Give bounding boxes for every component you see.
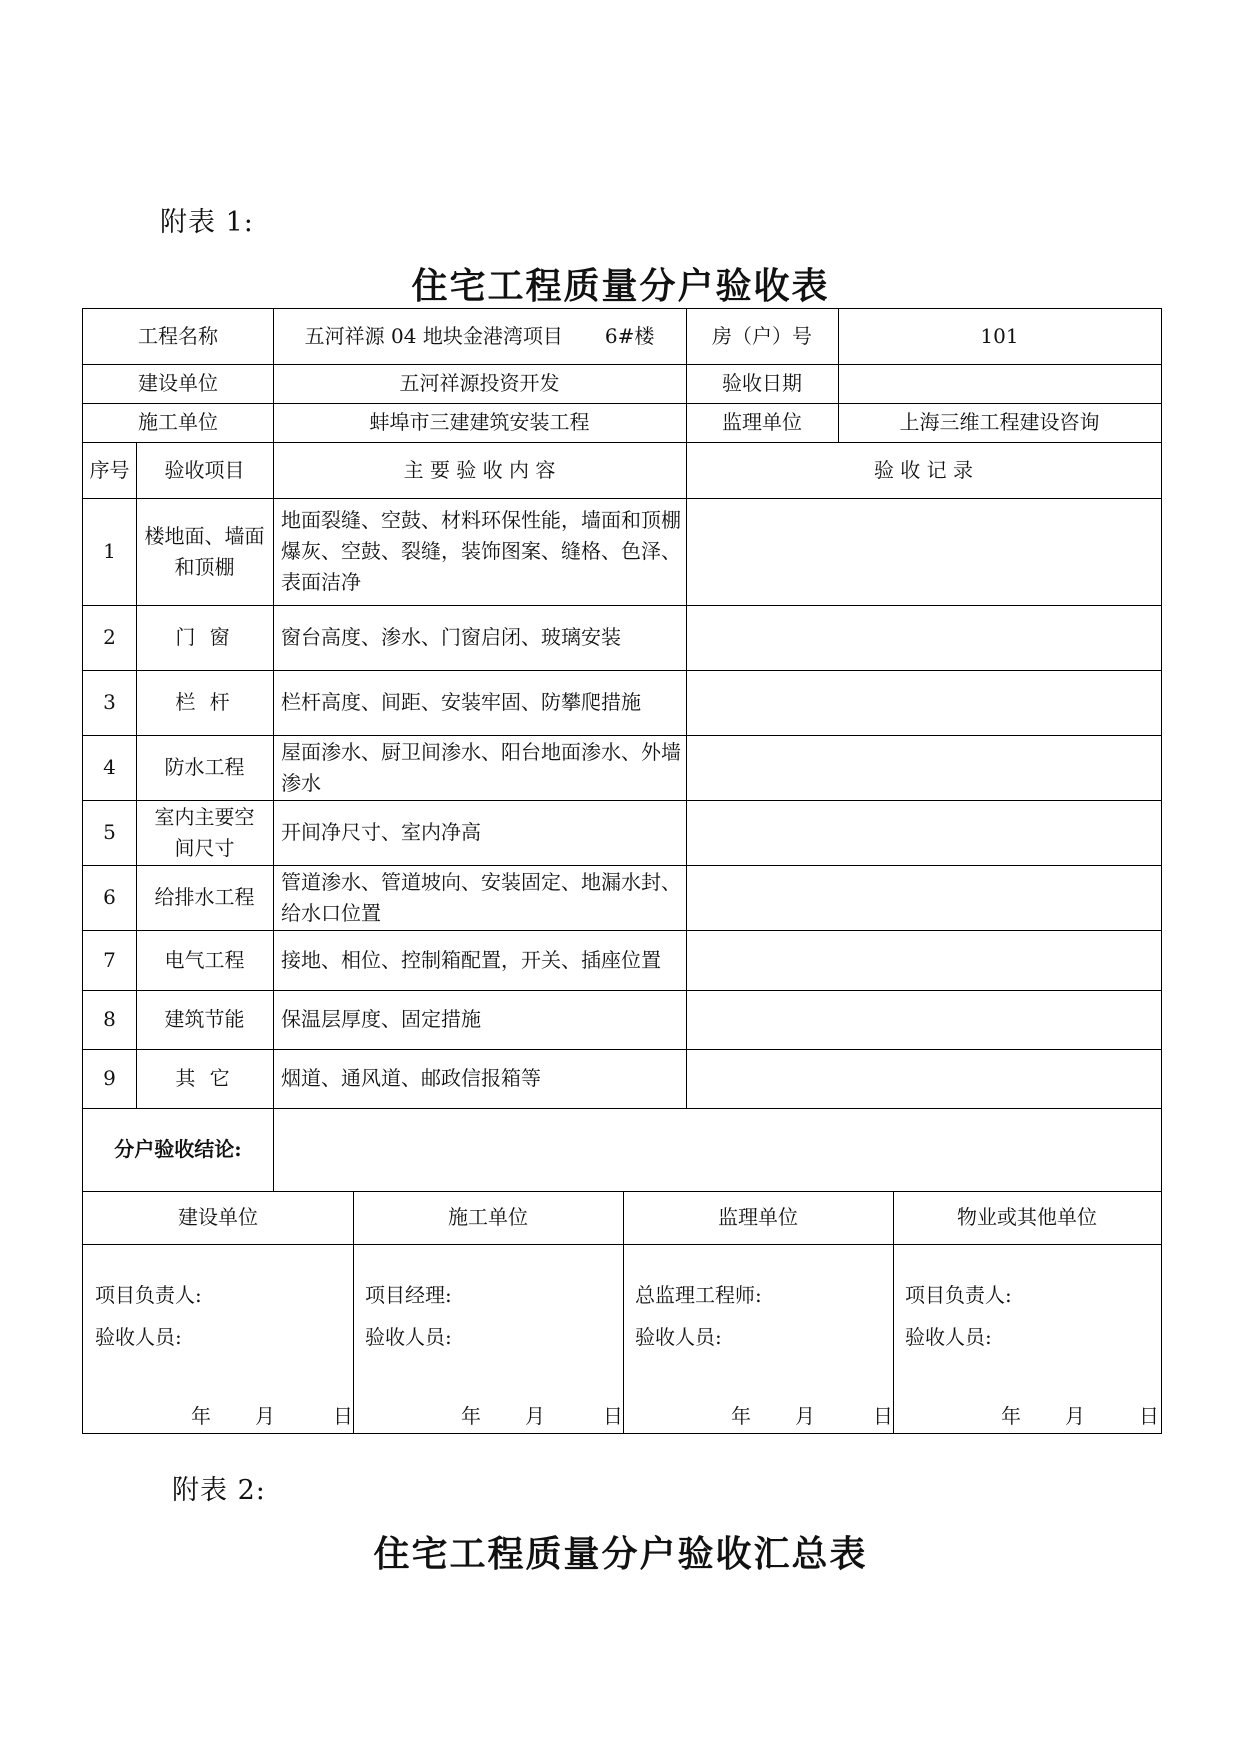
row-8-record xyxy=(686,990,1161,1049)
row-3-no: 3 xyxy=(103,690,116,714)
sig-builder-year: 年 xyxy=(191,1404,211,1428)
sig-unit-supervisor: 监理单位 xyxy=(718,1205,798,1229)
row-6-no: 6 xyxy=(103,885,116,909)
sig-contractor-month: 月 xyxy=(525,1404,545,1428)
sig-contractor-line2: 验收人员: xyxy=(365,1325,452,1349)
sig-builder-month: 月 xyxy=(255,1404,275,1428)
row-7-record xyxy=(686,930,1161,990)
row-1-record xyxy=(686,498,1161,605)
row-3-content: 栏杆高度、间距、安装牢固、防攀爬措施 xyxy=(281,690,641,714)
room-number-value: 101 xyxy=(980,324,1019,348)
col-header-content: 主 要 验 收 内 容 xyxy=(403,457,556,482)
row-7-no: 7 xyxy=(103,947,116,972)
row-6-content: 管道渗水、管道坡向、安装固定、地漏水封、给水口位置 xyxy=(281,869,681,925)
row-5-no: 5 xyxy=(103,820,116,844)
row-4-item: 防水工程 xyxy=(164,755,245,779)
sig-property-line1: 项目负责人: xyxy=(905,1283,1012,1307)
room-number-label: 房（户）号 xyxy=(712,324,812,348)
sig-contractor-line1: 项目经理: xyxy=(365,1283,452,1307)
sig-supervisor-month: 月 xyxy=(795,1404,815,1428)
sig-contractor-year: 年 xyxy=(461,1404,481,1428)
row-9-no: 9 xyxy=(103,1066,116,1090)
row-8-content: 保温层厚度、固定措施 xyxy=(281,1007,481,1031)
builder-value: 五河祥源投资开发 xyxy=(399,371,560,395)
row-4-no: 4 xyxy=(103,755,116,779)
form-title: 住宅工程质量分户验收表 xyxy=(411,265,830,307)
sig-property-month: 月 xyxy=(1065,1404,1085,1428)
row-2-item: 门 窗 xyxy=(175,625,234,649)
sig-property-day: 日 xyxy=(1139,1404,1159,1428)
sig-builder-line1: 项目负责人: xyxy=(95,1283,202,1307)
contractor-label: 施工单位 xyxy=(138,410,218,434)
row-6-record xyxy=(686,865,1161,930)
row-2-no: 2 xyxy=(103,625,116,649)
supervisor-value: 上海三维工程建设咨询 xyxy=(899,410,1100,434)
contractor-value: 蚌埠市三建建筑安装工程 xyxy=(369,410,590,434)
summary-title: 住宅工程质量分户验收汇总表 xyxy=(373,1533,868,1575)
acceptance-date-label: 验收日期 xyxy=(722,371,802,395)
conclusion-value xyxy=(273,1108,1161,1191)
row-3-record xyxy=(686,670,1161,735)
sig-unit-property: 物业或其他单位 xyxy=(957,1205,1097,1229)
acceptance-date-value xyxy=(838,364,1161,403)
sig-property-line2: 验收人员: xyxy=(905,1325,992,1349)
col-header-item: 验收项目 xyxy=(164,457,245,482)
row-9-content: 烟道、通风道、邮政信报箱等 xyxy=(281,1066,541,1090)
project-name-label: 工程名称 xyxy=(138,324,218,348)
row-5-item: 室内主要空间尺寸 xyxy=(154,804,255,860)
row-7-item: 电气工程 xyxy=(164,947,245,972)
sig-contractor-day: 日 xyxy=(603,1404,623,1428)
sig-supervisor-day: 日 xyxy=(873,1404,893,1428)
sig-supervisor-year: 年 xyxy=(731,1404,751,1428)
sig-builder-line2: 验收人员: xyxy=(95,1325,182,1349)
sig-unit-builder: 建设单位 xyxy=(178,1205,258,1229)
sig-supervisor-line2: 验收人员: xyxy=(635,1325,722,1349)
sig-property-year: 年 xyxy=(1001,1404,1021,1428)
row-2-content: 窗台高度、渗水、门窗启闭、玻璃安装 xyxy=(281,625,621,649)
row-5-content: 开间净尺寸、室内净高 xyxy=(281,820,481,844)
col-header-no: 序号 xyxy=(89,457,130,482)
row-3-item: 栏 杆 xyxy=(175,690,234,714)
row-4-content: 屋面渗水、厨卫间渗水、阳台地面渗水、外墙渗水 xyxy=(281,739,681,795)
supervisor-label: 监理单位 xyxy=(722,410,802,434)
building-number: 6#楼 xyxy=(604,324,655,348)
project-name-value xyxy=(273,309,686,364)
row-9-record xyxy=(686,1049,1161,1108)
row-2-record xyxy=(686,605,1161,670)
project-name-text: 五河祥源 04 地块金港湾项目 xyxy=(304,324,563,348)
row-4-record xyxy=(686,735,1161,800)
row-8-no: 8 xyxy=(103,1007,116,1031)
sig-supervisor-line1: 总监理工程师: xyxy=(635,1283,762,1307)
builder-label: 建设单位 xyxy=(138,371,218,395)
row-6-item: 给排水工程 xyxy=(154,885,255,909)
row-1-content: 地面裂缝、空鼓、材料环保性能，墙面和顶棚爆灰、空鼓、裂缝，装饰图案、缝格、色泽、表面洁净 xyxy=(281,508,681,594)
row-5-record xyxy=(686,800,1161,865)
row-1-item: 楼地面、墙面和顶棚 xyxy=(144,523,265,579)
sig-builder-day: 日 xyxy=(333,1404,353,1428)
acceptance-form-table xyxy=(82,308,1162,1434)
sig-unit-contractor: 施工单位 xyxy=(448,1205,528,1229)
row-7-content: 接地、相位、控制箱配置，开关、插座位置 xyxy=(281,947,661,972)
row-8-item: 建筑节能 xyxy=(164,1007,245,1031)
conclusion-label: 分户验收结论: xyxy=(114,1137,242,1161)
row-1-no: 1 xyxy=(103,539,116,563)
row-9-item: 其 它 xyxy=(175,1066,234,1090)
col-header-record: 验 收 记 录 xyxy=(873,457,974,482)
appendix-2-label: 附表 2: xyxy=(172,1475,266,1506)
appendix-1-label: 附表 1: xyxy=(160,207,254,238)
